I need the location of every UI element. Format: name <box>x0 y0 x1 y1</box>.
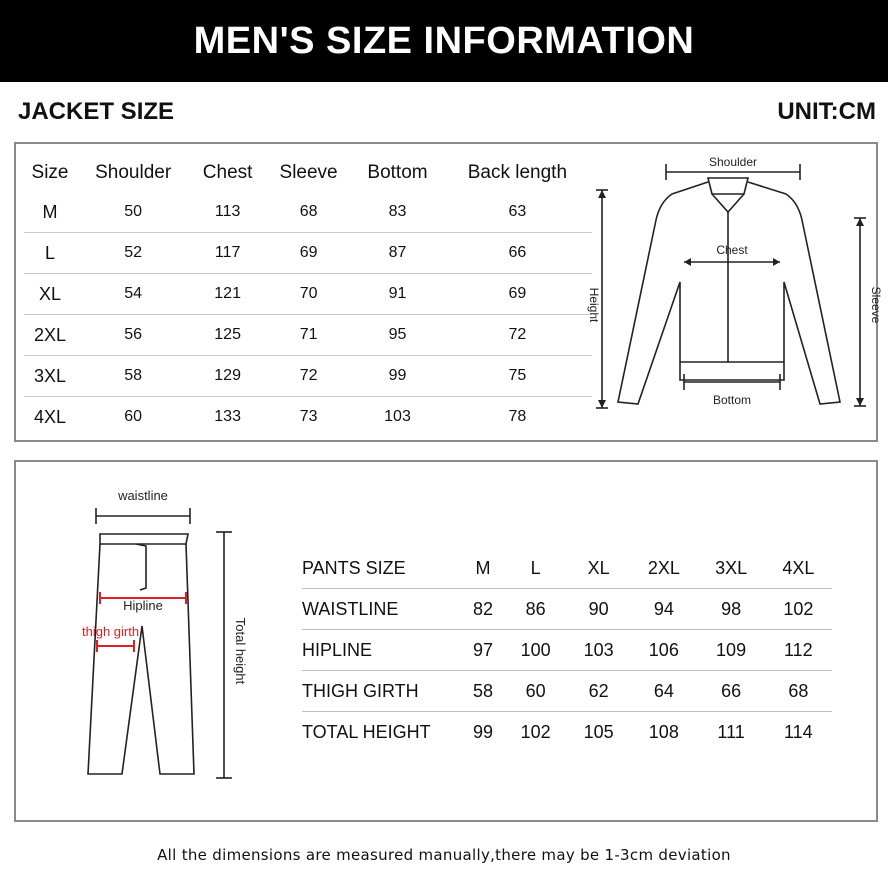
table-cell: 121 <box>190 274 265 315</box>
table-header-row <box>302 548 832 589</box>
table-cell: 103 <box>567 630 630 671</box>
hipline-label: Hipline <box>123 598 163 613</box>
table-cell: 112 <box>765 630 832 671</box>
unit-label: UNIT:CM <box>777 98 876 125</box>
table-cell: 63 <box>508 203 527 220</box>
table-cell: 58 <box>462 671 504 712</box>
column-header: Size <box>31 162 69 183</box>
height-label: Height <box>587 287 601 323</box>
table-cell: 117 <box>190 233 265 274</box>
row-label: WAISTLINE <box>302 589 462 630</box>
table-row <box>24 274 592 315</box>
table-cell: 98 <box>697 589 764 630</box>
table-row <box>302 589 832 630</box>
table-row <box>24 192 592 233</box>
size-cell: XL <box>24 274 76 315</box>
page-title-banner <box>0 0 888 82</box>
table-row <box>302 671 832 712</box>
column-header: Chest <box>202 162 253 183</box>
column-header: Bottom <box>367 162 428 183</box>
column-header: M <box>475 557 491 578</box>
table-row <box>302 712 832 753</box>
table-cell: 83 <box>388 203 407 220</box>
table-cell: 102 <box>765 589 832 630</box>
column-header: 2XL <box>647 557 680 578</box>
table-row <box>24 233 592 274</box>
table-cell: 133 <box>190 397 265 438</box>
table-cell: 70 <box>265 274 352 315</box>
shoulder-label: Shoulder <box>708 155 758 169</box>
table-cell: 69 <box>265 233 352 274</box>
table-cell: 72 <box>443 315 592 356</box>
column-header: XL <box>587 557 610 578</box>
row-label: HIPLINE <box>302 630 462 671</box>
table-cell: 90 <box>567 589 630 630</box>
table-row <box>302 630 832 671</box>
pants-outline <box>100 534 188 544</box>
table-cell: 73 <box>265 397 352 438</box>
measurement-note: All the dimensions are measured manually,there may be 1-3cm deviation <box>157 846 731 864</box>
table-cell: 95 <box>352 315 442 356</box>
table-cell: 66 <box>697 671 764 712</box>
jacket-diagram <box>587 150 883 436</box>
column-header: 3XL <box>715 557 748 578</box>
row-label: THIGH GIRTH <box>302 671 462 712</box>
total-height-label: Total height <box>233 617 248 685</box>
table-cell: 99 <box>352 356 442 397</box>
table-cell: 129 <box>190 356 265 397</box>
table-cell: 82 <box>462 589 504 630</box>
pants-size-table <box>302 548 832 752</box>
jacket-size-heading: JACKET SIZE <box>18 98 175 125</box>
table-cell: 114 <box>765 712 832 753</box>
table-cell: 52 <box>76 233 190 274</box>
table-cell: 62 <box>567 671 630 712</box>
table-cell: 113 <box>214 203 241 220</box>
column-header: L <box>530 557 541 578</box>
table-cell: 105 <box>567 712 630 753</box>
table-cell: 60 <box>76 397 190 438</box>
pants-diagram <box>56 476 286 806</box>
column-header: PANTS SIZE <box>302 557 406 578</box>
table-cell: 68 <box>299 203 318 220</box>
table-cell: 75 <box>443 356 592 397</box>
chest-label: Chest <box>716 243 748 257</box>
pants-size-panel <box>14 460 878 822</box>
jacket-collar <box>708 178 748 194</box>
table-cell: 103 <box>352 397 442 438</box>
table-cell: 60 <box>504 671 567 712</box>
bottom-label: Bottom <box>712 393 752 407</box>
table-cell: 78 <box>443 397 592 438</box>
table-cell: 66 <box>443 233 592 274</box>
table-row <box>24 356 592 397</box>
table-row <box>24 397 592 438</box>
jacket-outline <box>618 182 840 404</box>
column-header: Sleeve <box>279 162 338 183</box>
table-cell: 87 <box>352 233 442 274</box>
table-cell: 58 <box>76 356 190 397</box>
table-cell: 97 <box>462 630 504 671</box>
size-cell: M <box>42 201 58 222</box>
sleeve-label: Sleeve <box>869 286 883 324</box>
table-cell: 69 <box>443 274 592 315</box>
table-cell: 94 <box>630 589 697 630</box>
table-cell: 111 <box>697 712 764 753</box>
column-header: Shoulder <box>95 162 172 183</box>
table-cell: 109 <box>697 630 764 671</box>
table-header-row <box>24 154 592 192</box>
table-cell: 102 <box>504 712 567 753</box>
size-cell: 4XL <box>24 397 76 438</box>
size-cell: 3XL <box>24 356 76 397</box>
table-cell: 72 <box>265 356 352 397</box>
table-row <box>24 315 592 356</box>
size-cell: L <box>24 233 76 274</box>
jacket-size-panel <box>14 142 883 442</box>
thigh-girth-label: thigh girth <box>82 624 140 639</box>
table-cell: 125 <box>190 315 265 356</box>
size-cell: 2XL <box>24 315 76 356</box>
column-header: 4XL <box>782 557 815 578</box>
table-cell: 64 <box>630 671 697 712</box>
row-label: TOTAL HEIGHT <box>302 712 462 753</box>
table-cell: 54 <box>76 274 190 315</box>
table-cell: 50 <box>124 203 143 220</box>
table-cell: 71 <box>265 315 352 356</box>
table-cell: 99 <box>462 712 504 753</box>
waistline-label: waistline <box>118 488 168 503</box>
page-title: MEN'S SIZE INFORMATION <box>193 20 695 62</box>
table-cell: 91 <box>352 274 442 315</box>
table-cell: 86 <box>504 589 567 630</box>
column-header: Back length <box>467 162 568 183</box>
table-cell: 100 <box>504 630 567 671</box>
jacket-size-table <box>24 154 592 437</box>
table-cell: 106 <box>630 630 697 671</box>
table-cell: 108 <box>630 712 697 753</box>
table-cell: 68 <box>765 671 832 712</box>
table-cell: 56 <box>76 315 190 356</box>
